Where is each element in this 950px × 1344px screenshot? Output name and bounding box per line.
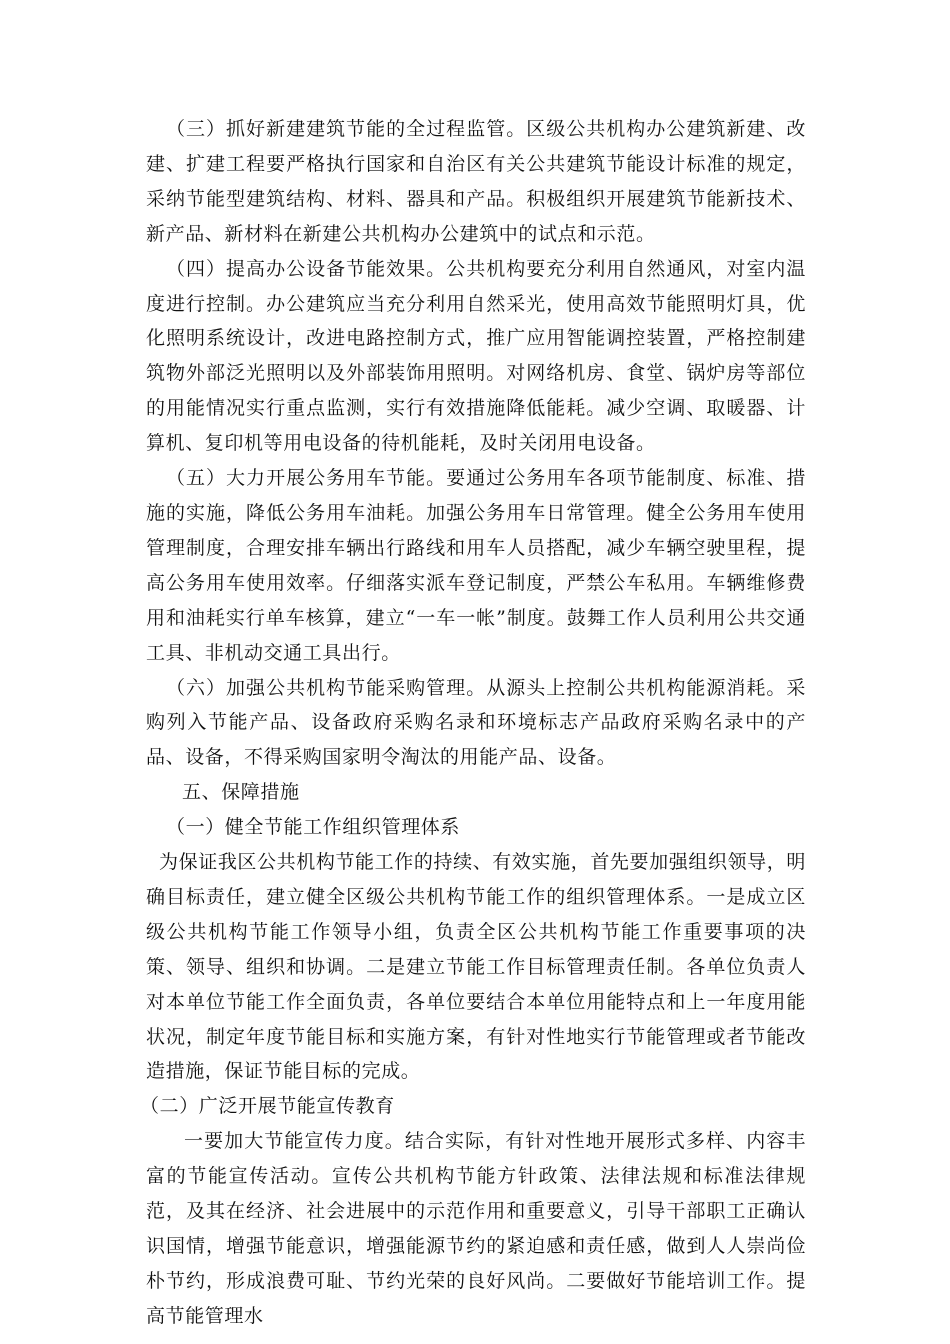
heading-publicity-education: （二）广泛开展节能宣传教育 [140, 1095, 395, 1118]
heading-safeguard-measures: 五、保障措施 [182, 781, 300, 804]
document-body [140, 112, 806, 1334]
paragraph-organization-system: 为保证我区公共机构节能工作的持续、有效实施，首先要加强组织领导，明确目标责任，建立健全区级公共机构节能工作的组织管理体系。一是成立区级公共机构节能工作领导小组，负责全区公共机构节能工作重要事项的决策、领导、组织和协调。二是建立节能工作目标管理责任制。各单位负责人对本单位节能工作全面负责，各单位要结合本单位用能特点和上一年度用能状况，制定年度节能目标和实施方案，有针对性地实行节能管理或者节能改造措施，保证节能目标的完成。 [146, 851, 806, 1083]
paragraph-section-3: （三）抓好新建建筑节能的全过程监管。区级公共机构办公建筑新建、改建、扩建工程要严格执行国家和自治区有关公共建筑节能设计标准的规定，采纳节能型建筑结构、材料、器具和产品。积极组织开展建筑节能新技术、新产品、新材料在新建公共机构办公建筑中的试点和示范。 [146, 118, 806, 245]
paragraph-section-4: （四）提高办公设备节能效果。公共机构要充分利用自然通风，对室内温度进行控制。办公建筑应当充分利用自然采光，使用高效节能照明灯具，优化照明系统设计，改进电路控制方式，推广应用智能调控装置，严格控制建筑物外部泛光照明以及外部装饰用照明。对网络机房、食堂、锅炉房等部位的用能情况实行重点监测，实行有效措施降低能耗。减少空调、取暖器、计算机、复印机等用电设备的待机能耗，及时关闭用电设备。 [146, 257, 806, 455]
paragraph-section-5: （五）大力开展公务用车节能。要通过公务用车各项节能制度、标准、措施的实施，降低公务用车油耗。加强公务用车日常管理。健全公务用车使用管理制度，合理安排车辆出行路线和用车人员搭配，减少车辆空驶里程，提高公务用车使用效率。仔细落实派车登记制度，严禁公车私用。车辆维修费用和油耗实行单车核算，建立“一车一帐”制度。鼓舞工作人员利用公共交通工具、非机动交通工具出行。 [146, 467, 806, 664]
heading-organization-system: （一）健全节能工作组织管理体系 [166, 816, 461, 839]
paragraph-publicity-education: 一要加大节能宣传力度。结合实际，有针对性地开展形式多样、内容丰富的节能宣传活动。宣传公共机构节能方针政策、法律法规和标准法律规范，及其在经济、社会进展中的示范作用和重要意义，引导干部职工正确认识国情，增强节能意识，增强能源节约的紧迫感和责任感，做到人人崇尚俭朴节约，形成浪费可耻、节约光荣的良好风尚。二要做好节能培训工作。提高节能管理水 [146, 1130, 806, 1327]
paragraph-section-6: （六）加强公共机构节能采购管理。从源头上控制公共机构能源消耗。采购列入节能产品、设备政府采购名录和环境标志产品政府采购名录中的产品、设备，不得采购国家明令淘汰的用能产品、设备。 [146, 676, 806, 769]
